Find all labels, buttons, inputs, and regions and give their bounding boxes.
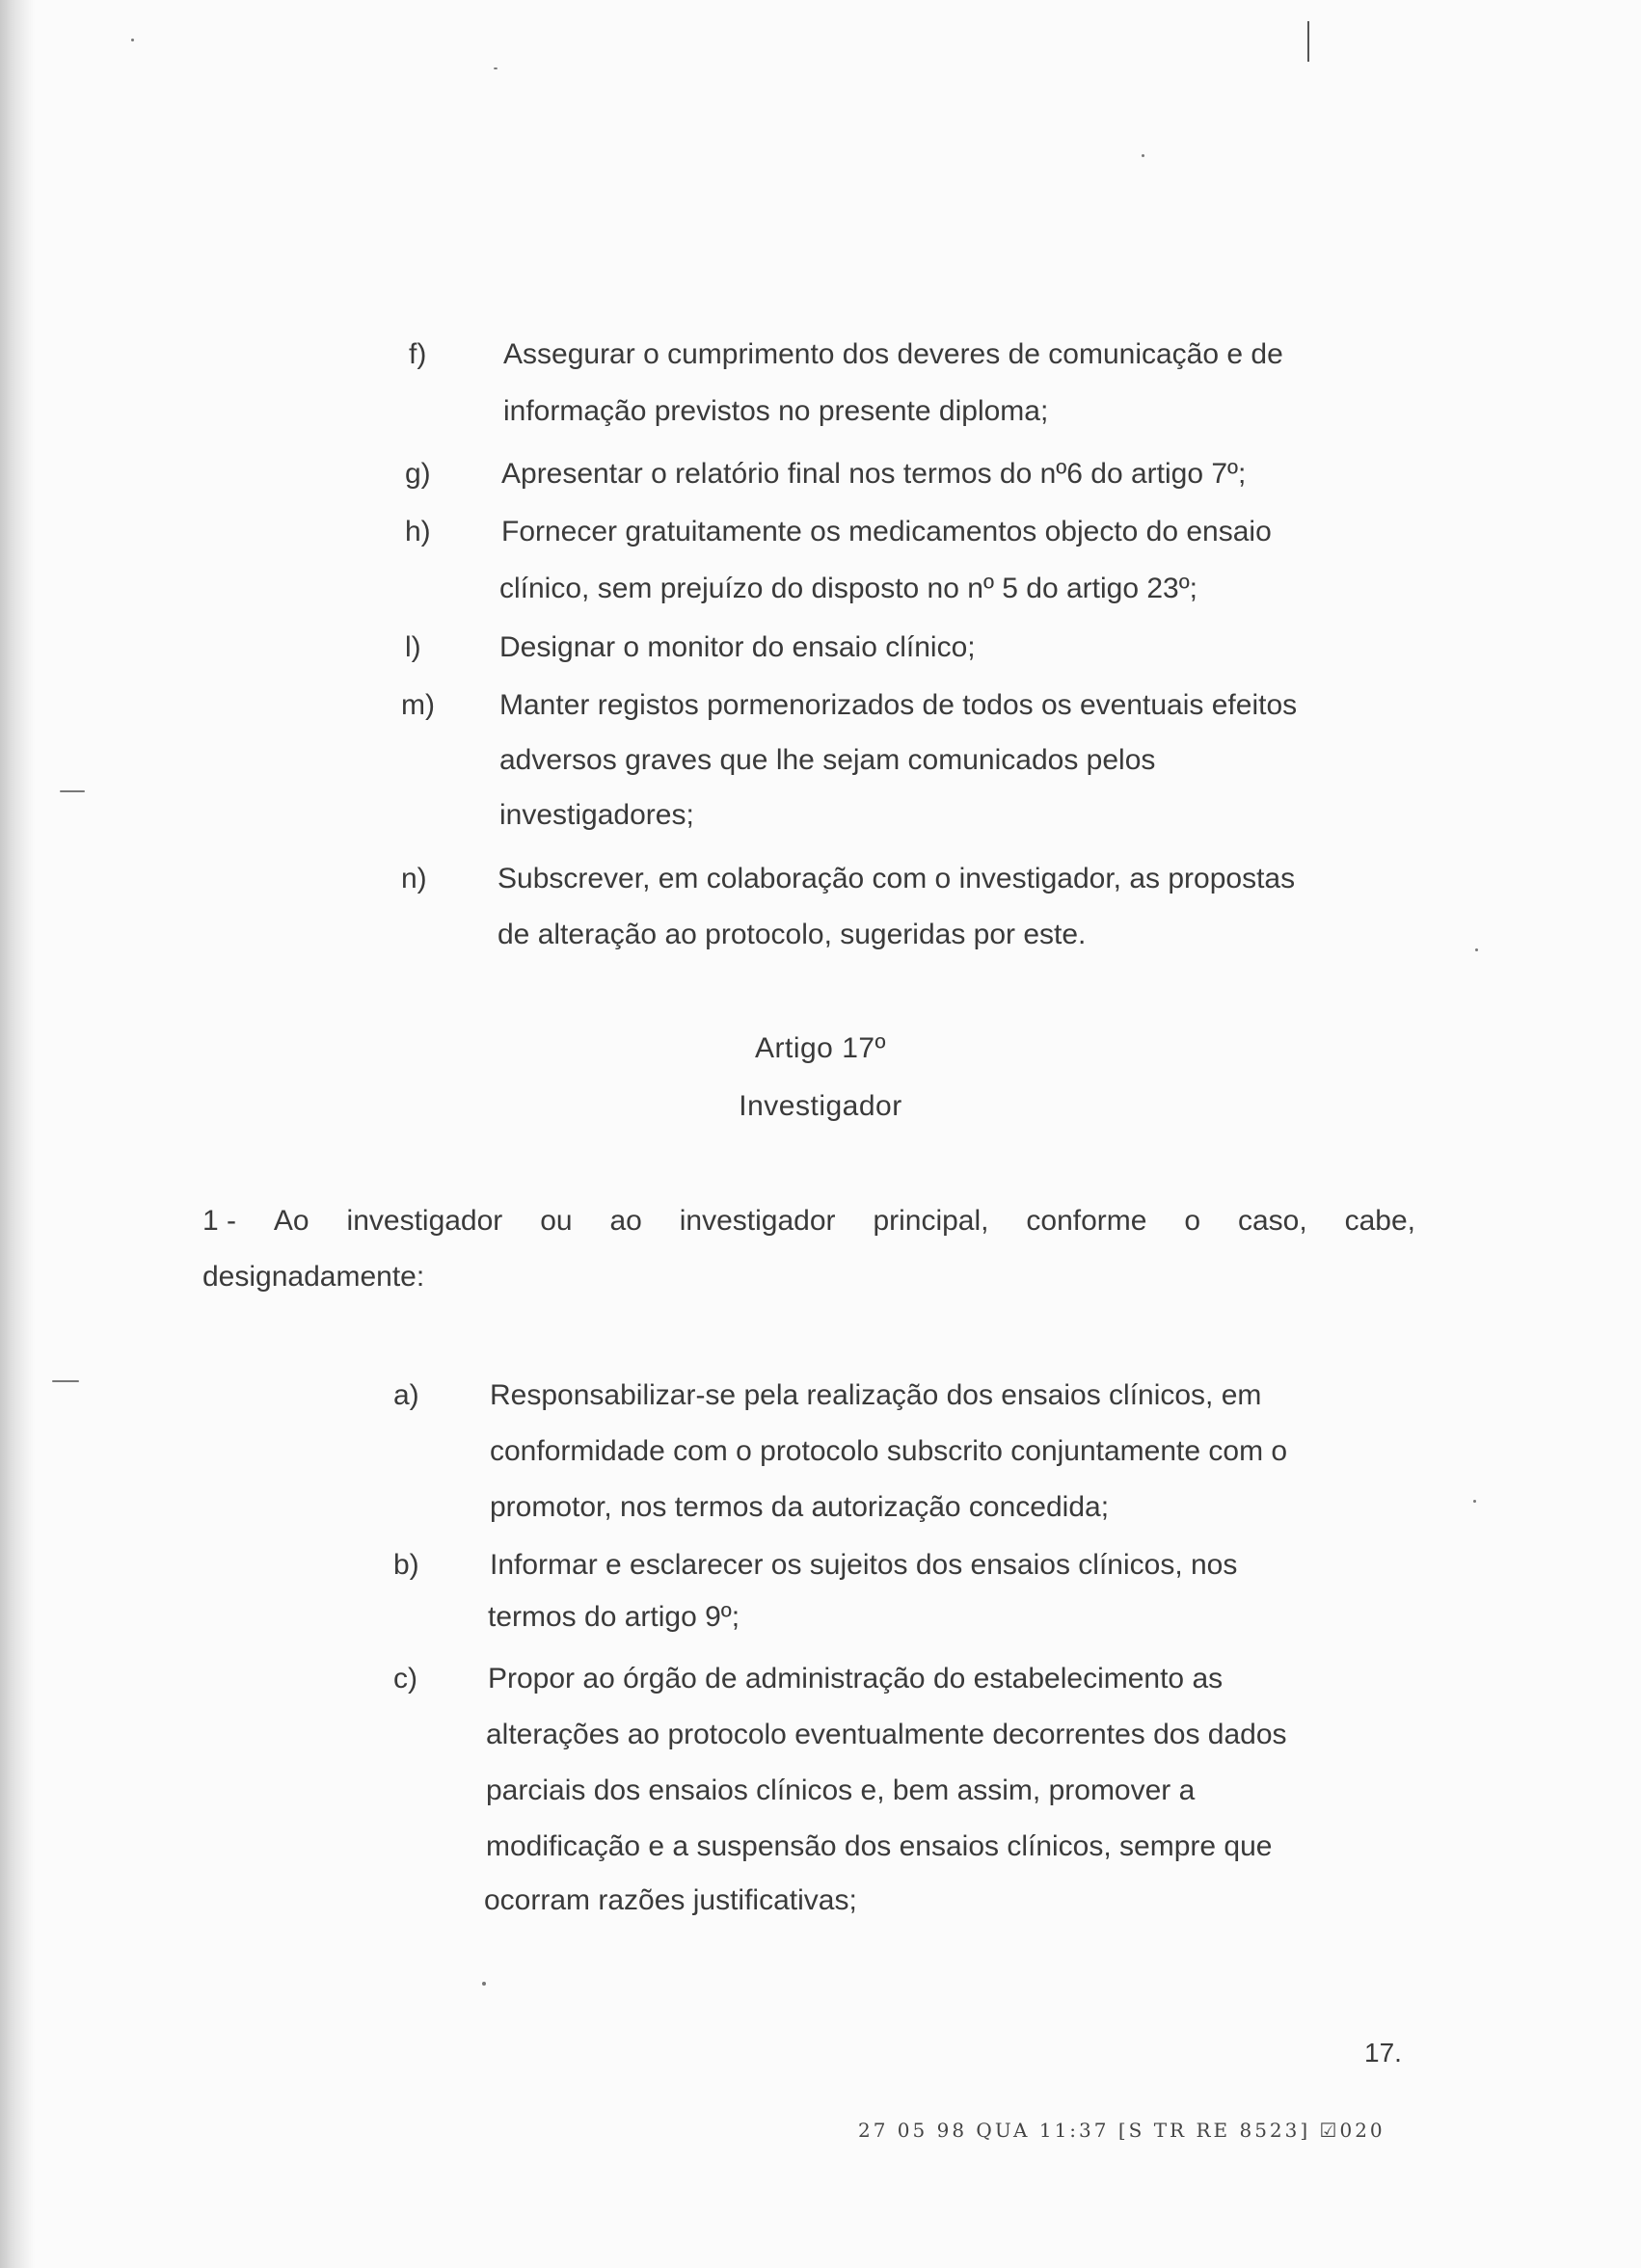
item-line: conformidade com o protocolo subscrito conjuntamente com o bbox=[490, 1435, 1288, 1467]
item-line: investigadores; bbox=[499, 799, 694, 831]
scan-speck bbox=[482, 1982, 486, 1986]
item-line: Subscrever, em colaboração com o investigador, as propostas bbox=[498, 863, 1296, 894]
word: ou bbox=[540, 1205, 573, 1237]
word: ao bbox=[609, 1205, 642, 1237]
word: investigador bbox=[346, 1205, 503, 1237]
scan-mark bbox=[1307, 21, 1309, 62]
page-number: 17. bbox=[1364, 2038, 1402, 2068]
item-letter: h) bbox=[405, 516, 431, 547]
scan-speck bbox=[494, 67, 498, 69]
word: conforme bbox=[1026, 1205, 1147, 1237]
item-line: Responsabilizar-se pela realização dos ensaios clínicos, em bbox=[490, 1379, 1262, 1411]
item-letter: a) bbox=[393, 1379, 419, 1411]
item-line: parciais dos ensaios clínicos e, bem assim, promover a bbox=[486, 1774, 1196, 1806]
item-line: Manter registos pormenorizados de todos os eventuais efeitos bbox=[499, 689, 1298, 721]
item-line: Designar o monitor do ensaio clínico; bbox=[499, 631, 976, 663]
scan-speck bbox=[1142, 154, 1144, 157]
item-line: modificação e a suspensão dos ensaios clínicos, sempre que bbox=[486, 1830, 1273, 1862]
word: cabe, bbox=[1344, 1205, 1415, 1237]
scan-speck bbox=[131, 39, 134, 41]
scan-left-edge bbox=[0, 0, 35, 2268]
article-title: Investigador bbox=[739, 1090, 902, 1122]
item-line: de alteração ao protocolo, sugeridas por este. bbox=[498, 919, 1087, 950]
item-line: Fornecer gratuitamente os medicamentos objecto do ensaio bbox=[501, 516, 1272, 547]
word: principal, bbox=[873, 1205, 989, 1237]
item-line: alterações ao protocolo eventualmente decorrentes dos dados bbox=[486, 1719, 1287, 1750]
item-line: promotor, nos termos da autorização concedida; bbox=[490, 1491, 1110, 1523]
scan-speck bbox=[1473, 1500, 1476, 1503]
item-line: Informar e esclarecer os sujeitos dos ensaios clínicos, nos bbox=[490, 1549, 1238, 1581]
item-letter: l) bbox=[405, 631, 421, 663]
item-letter: c) bbox=[393, 1663, 417, 1694]
item-letter: m) bbox=[401, 689, 435, 721]
word: Ao bbox=[273, 1205, 309, 1237]
item-line: Assegurar o cumprimento dos deveres de comunicação e de bbox=[503, 338, 1283, 370]
scan-speck bbox=[60, 790, 85, 792]
paragraph-1-line-2: designadamente: bbox=[202, 1261, 425, 1293]
word: o bbox=[1184, 1205, 1201, 1237]
item-line: Propor ao órgão de administração do estabelecimento as bbox=[488, 1663, 1224, 1694]
scan-speck bbox=[1475, 948, 1478, 951]
item-line: adversos graves que lhe sejam comunicados pelos bbox=[499, 744, 1156, 776]
item-letter: n) bbox=[401, 863, 427, 894]
item-line: Apresentar o relatório final nos termos do nº6 do artigo 7º; bbox=[501, 458, 1247, 490]
word: 1 - bbox=[202, 1205, 237, 1237]
item-line: informação previstos no presente diploma; bbox=[503, 395, 1049, 427]
word: investigador bbox=[679, 1205, 836, 1237]
scan-speck bbox=[52, 1380, 79, 1382]
item-letter: g) bbox=[405, 458, 431, 490]
item-line: ocorram razões justificativas; bbox=[484, 1884, 857, 1916]
item-line: termos do artigo 9º; bbox=[488, 1601, 740, 1633]
item-line: clínico, sem prejuízo do disposto no nº 5 do artigo 23º; bbox=[499, 573, 1197, 604]
fax-transmission-footer: 27 05 98 QUA 11:37 [S TR RE 8523] ☑020 bbox=[858, 2119, 1385, 2142]
item-letter: f) bbox=[409, 338, 427, 370]
article-number: Artigo 17º bbox=[754, 1032, 887, 1064]
paragraph-1-line-1 bbox=[202, 1193, 1415, 1249]
word: caso, bbox=[1237, 1205, 1307, 1237]
item-letter: b) bbox=[393, 1549, 419, 1581]
paragraph-1 bbox=[202, 1193, 1415, 1305]
